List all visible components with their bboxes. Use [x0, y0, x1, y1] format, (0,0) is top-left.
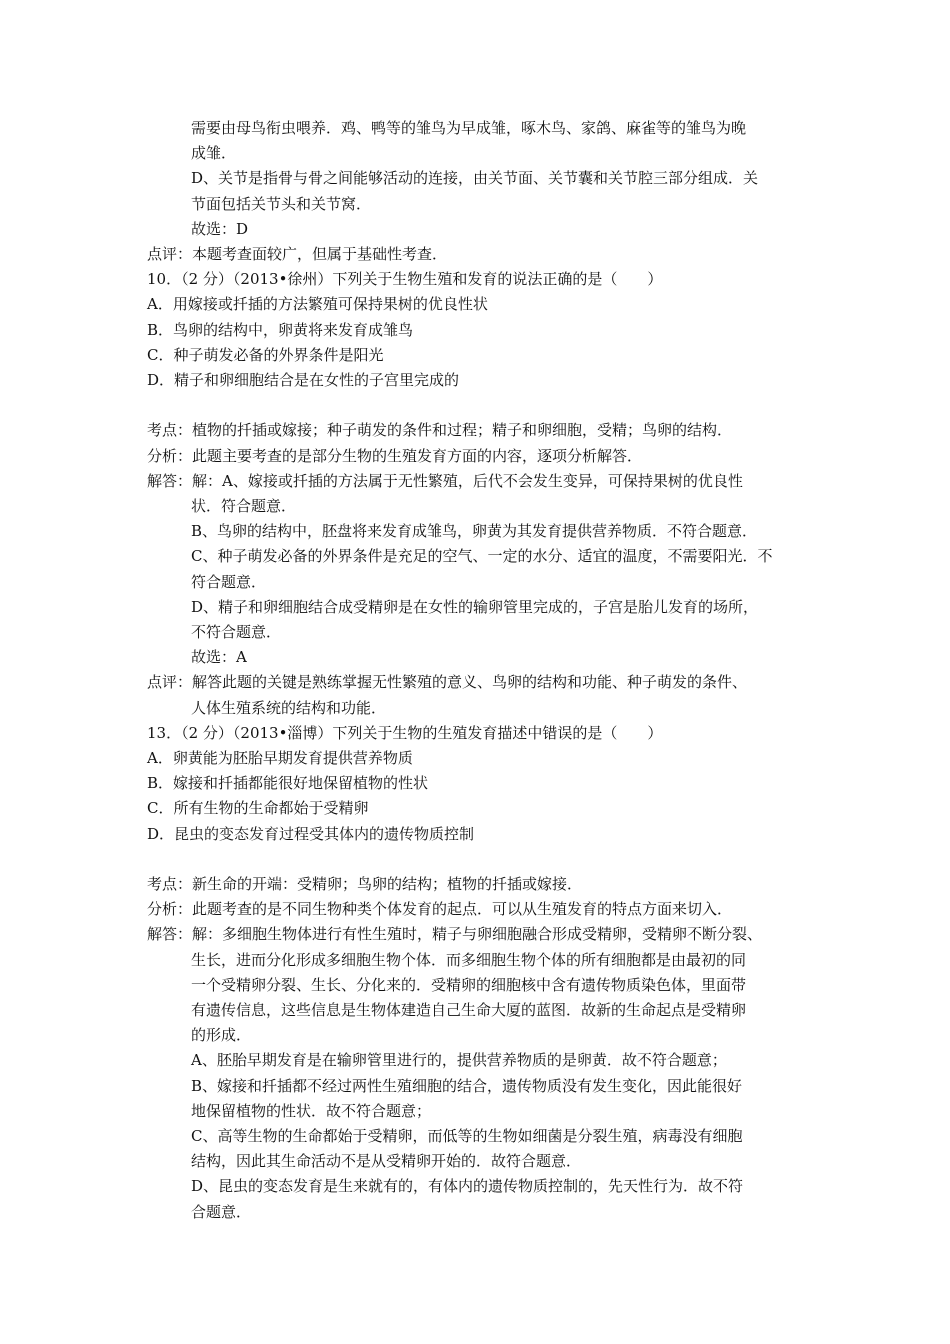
- text-line: C、高等生物的生命都始于受精卵，而低等的生物如细菌是分裂生殖，病毒没有细胞: [191, 1127, 743, 1145]
- text-line: 人体生殖系统的结构和功能．: [191, 699, 387, 717]
- text-line: 点评：本题考查面较广，但属于基础性考查．: [147, 245, 448, 263]
- text-line: 成雏．: [191, 144, 237, 162]
- text-line: 节面包括关节头和关节窝．: [191, 195, 372, 213]
- text-line: C．所有生物的生命都始于受精卵: [147, 799, 369, 817]
- text-line: 点评：解答此题的关键是熟练掌握无性繁殖的意义、鸟卵的结构和功能、种子萌发的条件、: [147, 673, 748, 691]
- text-line: 符合题意．: [191, 573, 267, 591]
- text-line: A．用嫁接或扦插的方法繁殖可保持果树的优良性状: [147, 295, 488, 313]
- text-line: D．昆虫的变态发育过程受其体内的遗传物质控制: [147, 825, 475, 843]
- text-line: 10．（2 分）（2013•徐州）下列关于生物生殖和发育的说法正确的是（ ）: [147, 270, 663, 288]
- text-line: 13．（2 分）（2013•淄博）下列关于生物的生殖发育描述中错误的是（ ）: [147, 724, 663, 742]
- text-line: 分析：此题考查的是不同生物种类个体发育的起点．可以从生殖发育的特点方面来切入．: [147, 900, 733, 918]
- text-line: 故选：A: [191, 648, 247, 666]
- text-line: C．种子萌发必备的外界条件是阳光: [147, 346, 384, 364]
- text-line: 合题意．: [191, 1203, 252, 1221]
- text-line: B．嫁接和扦插都能很好地保留植物的性状: [147, 774, 429, 792]
- text-line: 的形成．: [191, 1026, 252, 1044]
- text-line: A、胚胎早期发育是在输卵管里进行的，提供营养物质的是卵黄．故不符合题意；: [191, 1051, 727, 1069]
- text-line: 考点：新生命的开端：受精卵；鸟卵的结构；植物的扦插或嫁接．: [147, 875, 583, 893]
- text-line: 需要由母鸟衔虫喂养．鸡、鸭等的雏鸟为早成雏，啄木鸟、家鸽、麻雀等的雏鸟为晚: [191, 119, 747, 137]
- text-line: 考点：植物的扦插或嫁接；种子萌发的条件和过程；精子和卵细胞，受精；鸟卵的结构．: [147, 421, 733, 439]
- text-line: D、精子和卵细胞结合成受精卵是在女性的输卵管里完成的，子宫是胎儿发育的场所，: [191, 598, 759, 616]
- text-line: 生长，进而分化形成多细胞生物个体．而多细胞生物个体的所有细胞都是由最初的同: [191, 951, 747, 969]
- text-line: 地保留植物的性状．故不符合题意；: [191, 1102, 432, 1120]
- text-line: 状．符合题意．: [191, 497, 297, 515]
- text-line: 解答：解：多细胞生物体进行有性生殖时，精子与卵细胞融合形成受精卵，受精卵不断分裂、: [147, 925, 763, 943]
- text-line: 不符合题意．: [191, 623, 282, 641]
- text-line: 一个受精卵分裂、生长、分化来的．受精卵的细胞核中含有遗传物质染色体，里面带: [191, 976, 747, 994]
- text-line: 有遗传信息，这些信息是生物体建造自己生命大厦的蓝图．故新的生命起点是受精卵: [191, 1001, 747, 1019]
- text-line: D、昆虫的变态发育是生来就有的，有体内的遗传物质控制的，先天性行为．故不符: [191, 1177, 744, 1195]
- text-line: D．精子和卵细胞结合是在女性的子宫里完成的: [147, 371, 460, 389]
- text-line: C、种子萌发必备的外界条件是充足的空气、一定的水分、适宜的温度，不需要阳光．不: [191, 547, 773, 565]
- text-line: D、关节是指骨与骨之间能够活动的连接，由关节面、关节囊和关节腔三部分组成．关: [191, 169, 759, 187]
- text-line: B、嫁接和扦插都不经过两性生殖细胞的结合，遗传物质没有发生变化，因此能很好: [191, 1077, 743, 1095]
- text-line: 分析：此题主要考查的是部分生物的生殖发育方面的内容，逐项分析解答．: [147, 447, 643, 465]
- text-line: 解答：解：A、嫁接或扦插的方法属于无性繁殖，后代不会发生变异，可保持果树的优良性: [147, 472, 743, 490]
- text-line: 故选：D: [191, 220, 249, 238]
- text-line: A．卵黄能为胚胎早期发育提供营养物质: [147, 749, 413, 767]
- text-line: B．鸟卵的结构中，卵黄将来发育成雏鸟: [147, 321, 414, 339]
- text-line: B、鸟卵的结构中，胚盘将来发育成雏鸟，卵黄为其发育提供营养物质．不符合题意．: [191, 522, 758, 540]
- text-line: 结构，因此其生命活动不是从受精卵开始的．故符合题意．: [191, 1152, 582, 1170]
